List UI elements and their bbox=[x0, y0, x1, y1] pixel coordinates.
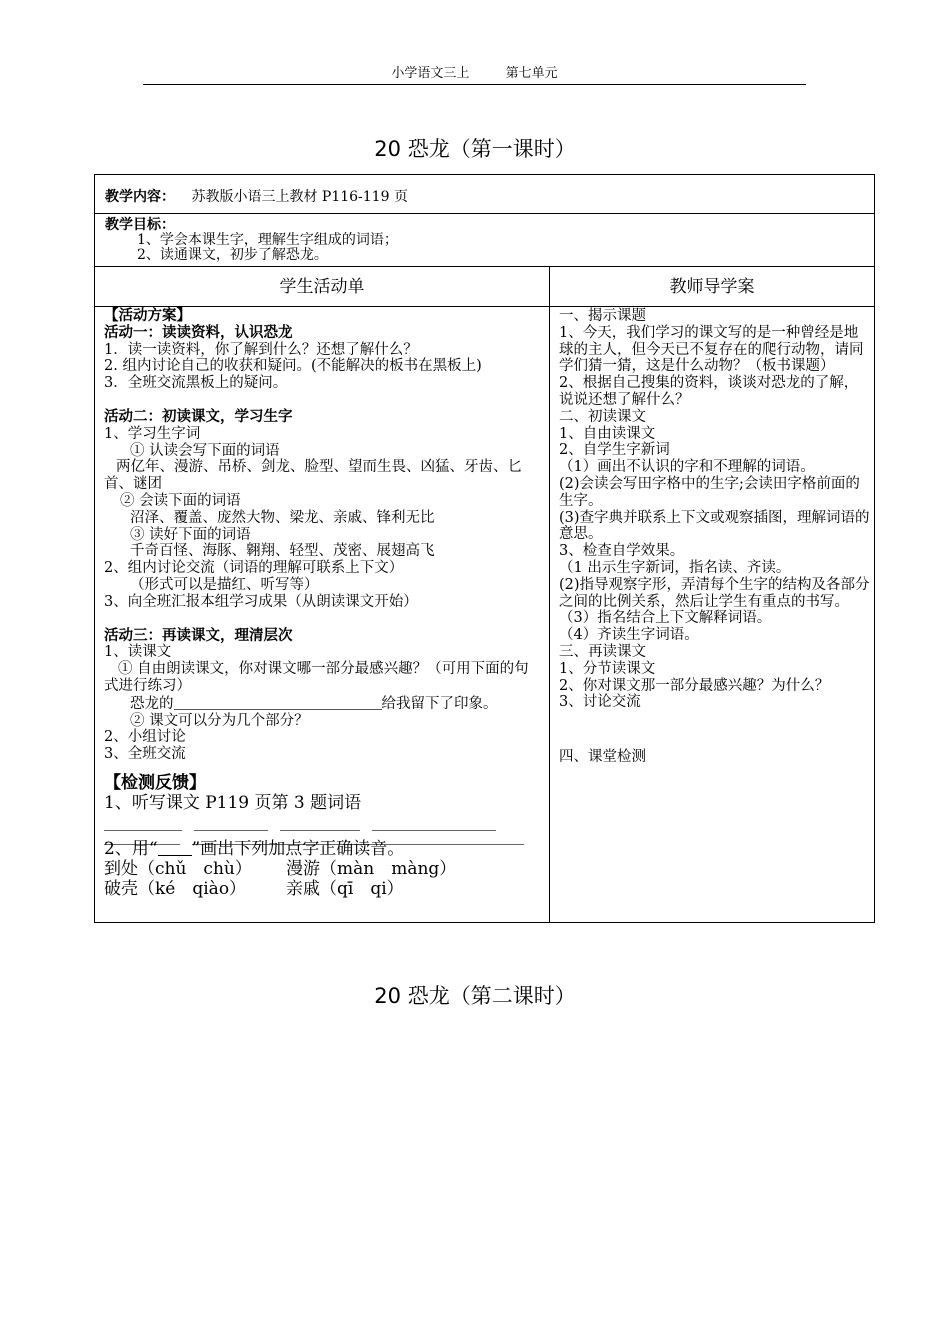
fill-in-sentence bbox=[104, 695, 542, 713]
column-divider bbox=[549, 267, 550, 922]
activity-plan-label: 【活动方案】 bbox=[104, 308, 191, 324]
activity-text: ① 认读会写下面的词语 bbox=[130, 442, 280, 459]
lesson-title-2: 20 恐龙（第二课时） bbox=[374, 984, 576, 1008]
guide-step: 一、揭示课题 bbox=[559, 308, 646, 324]
guide-text: 2、你对课文那一部分最感兴趣？为什么？ bbox=[559, 677, 830, 694]
sentence-prefix: 恐龙的 bbox=[130, 695, 174, 712]
teaching-content-row bbox=[95, 175, 874, 214]
teaching-goals-row bbox=[95, 214, 874, 267]
activity-text: （形式可以是描红、听写等） bbox=[130, 576, 319, 593]
guide-text: (2)会读会写田字格中的生字;会读田字格前面的生字。 bbox=[559, 475, 860, 509]
test-item: 1、听写课文 P119 页第 3 题词语 bbox=[104, 792, 362, 813]
activity-text: ② 会读下面的词语 bbox=[120, 492, 241, 509]
word-list: 沼泽、覆盖、庞然大物、梁龙、亲戚、锋利无比 bbox=[130, 509, 435, 526]
guide-text: 1、自由读课文 bbox=[559, 425, 656, 442]
activity-1-title: 活动一：读读资料，认识恐龙 bbox=[104, 324, 293, 341]
word-list: 两亿年、漫游、吊桥、剑龙、脸型、望而生畏、凶猛、牙齿、匕首、谜团 bbox=[104, 459, 522, 493]
guide-text: （3）指名结合上下文解释词语。 bbox=[559, 610, 772, 627]
guide-text: 1、分节读课文 bbox=[559, 660, 656, 677]
pinyin-row: 到处（chǔ chù） 漫游（màn màng） bbox=[104, 858, 457, 879]
lesson-title-1: 20 恐龙（第一课时） bbox=[374, 137, 576, 161]
activity-text: 3、全班交流 bbox=[104, 746, 186, 763]
guide-text: 3、检查自学效果。 bbox=[559, 543, 685, 560]
guide-text: 2、根据自己搜集的资料，谈谈对恐龙的了解，说说还想了解什么？ bbox=[559, 375, 859, 408]
dictation-lines bbox=[104, 819, 542, 833]
guide-text: (3)查字典并联系上下文或观察插图，理解词语的意思。 bbox=[559, 509, 870, 543]
activity-3-title: 活动三：再读课文，理清层次 bbox=[104, 627, 293, 644]
test-item: 2、用“ ”画出下列加点字正确读音。 bbox=[104, 838, 405, 859]
word-list: 千奇百怪、海豚、翱翔、轻型、茂密、展翅高飞 bbox=[130, 543, 435, 560]
goal-item: 2、读通课文，初步了解恐龙。 bbox=[137, 247, 328, 263]
guide-step: 三、再读课文 bbox=[559, 643, 646, 660]
activity-text: 3、向全班汇报本组学习成果（从朗读课文开始） bbox=[104, 593, 418, 610]
student-activity-column bbox=[104, 308, 542, 899]
activity-text: 1、读课文 bbox=[104, 644, 172, 661]
activity-text: ③ 读好下面的词语 bbox=[130, 526, 251, 543]
guide-text: (2)指导观察字形，弄清每个生字的结构及各部分之间的比例关系，然后让学生有重点的书写。 bbox=[559, 576, 870, 610]
teaching-goals-label: 教学目标： bbox=[105, 217, 175, 233]
header-unit: 第七单元 bbox=[505, 66, 558, 81]
guide-text: 3、讨论交流 bbox=[559, 694, 641, 711]
activity-text: ① 自由朗读课文，你对课文哪一部分最感兴趣？（可用下面的句式进行练习） bbox=[104, 661, 529, 694]
page-header bbox=[143, 64, 806, 85]
teaching-content-value: 苏教版小语三上教材 P116-119 页 bbox=[191, 189, 408, 205]
lesson-plan-table bbox=[94, 174, 875, 923]
activity-2-title: 活动二：初读课文，学习生字 bbox=[104, 408, 293, 425]
pinyin-row: 破壳（ké qiào） 亲戚（qī qi） bbox=[104, 878, 404, 899]
header-subject: 小学语文三上 bbox=[391, 66, 470, 81]
teacher-guide-column bbox=[559, 308, 871, 766]
activity-text: 3．全班交流黑板上的疑问。 bbox=[104, 375, 288, 392]
fill-blank bbox=[174, 695, 382, 710]
underline-mark bbox=[158, 841, 192, 856]
teaching-content-label: 教学内容： bbox=[105, 189, 175, 205]
guide-text: （1 出示生字新词，指名读、齐读。 bbox=[559, 559, 791, 576]
guide-text: （4）齐读生字词语。 bbox=[559, 627, 699, 644]
activity-text: ② 课文可以分为几个部分？ bbox=[130, 712, 309, 729]
teacher-column-header: 教师导学案 bbox=[550, 267, 874, 307]
test-feedback-label: 【检测反馈】 bbox=[104, 772, 206, 793]
goal-item: 1、学会本课生字，理解生字组成的词语； bbox=[137, 232, 398, 248]
activity-text: 2、小组讨论 bbox=[104, 729, 186, 746]
guide-text: 2、自学生字新词 bbox=[559, 442, 670, 459]
dictation-lines bbox=[104, 833, 542, 837]
guide-text: 1、今天，我们学习的课文写的是一种曾经是地球的主人，但今天已不复存在的爬行动物，请同学们猜一猜，这是什么动物？（板书课题） bbox=[559, 324, 864, 375]
activity-text: 1、学习生字词 bbox=[104, 425, 201, 442]
guide-step: 四、课堂检测 bbox=[559, 749, 646, 766]
sentence-suffix: 给我留下了印象。 bbox=[381, 695, 498, 712]
activity-text: 2. 组内讨论自己的收获和疑问。(不能解决的板书在黑板上) bbox=[104, 358, 482, 375]
activity-text: 1．读一读资料，你了解到什么？还想了解什么？ bbox=[104, 341, 418, 358]
activity-text: 2、组内讨论交流（词语的理解可联系上下文） bbox=[104, 560, 404, 577]
guide-text: （1）画出不认识的字和不理解的词语。 bbox=[559, 459, 815, 476]
student-column-header: 学生活动单 bbox=[95, 267, 549, 307]
guide-step: 二、初读课文 bbox=[559, 408, 646, 425]
